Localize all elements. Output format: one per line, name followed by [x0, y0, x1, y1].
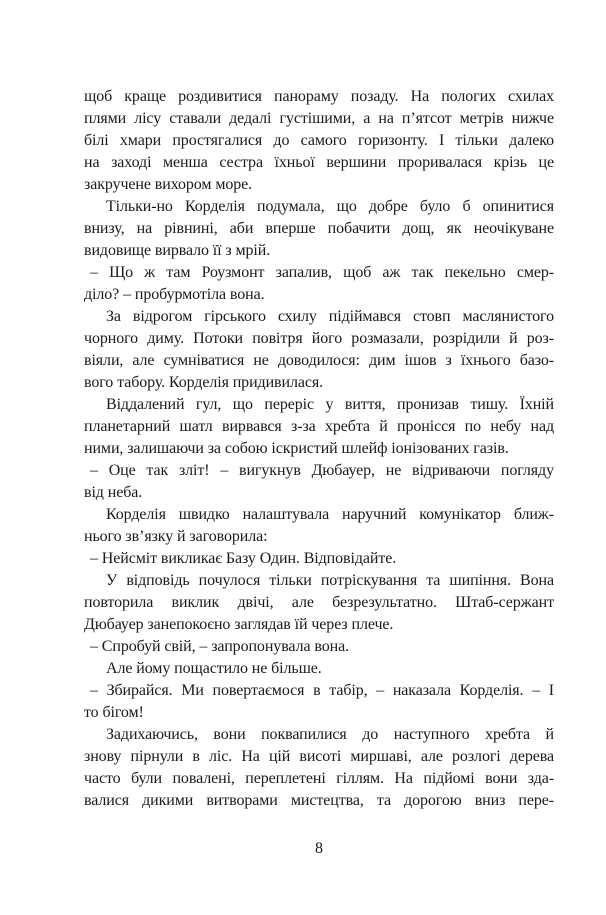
text-line: на заході менша сестра їхньої вершини проривалася крізь це [84, 154, 554, 171]
text-line: ними, залишаючи за собою іскристий шлейф іонізованих газів. [84, 440, 509, 457]
text-line: вого табору. Корделія придивилася. [84, 374, 324, 391]
text-line: – Збирайся. Ми повертаємося в табір, – наказала Корделія. – І [90, 682, 554, 699]
text-line: щоб краще роздивитися панораму позаду. На пологих схилах [84, 88, 554, 105]
text-line: видовище вирвало її з мрій. [84, 242, 271, 259]
text-line: внизу, на рівнині, аби вперше побачити дощ, як неочікуване [84, 220, 554, 237]
text-line: За відрогом гірського схилу підіймався стовп маслянистого [106, 308, 554, 325]
text-line: Задихаючись, вони поквапилися до наступного хребта й [106, 726, 554, 743]
text-line: – Що ж там Роузмонт запалив, щоб аж так пекельно смер- [90, 264, 554, 281]
body-text [84, 86, 554, 812]
text-line: У відповідь почулося тільки потріскування та шипіння. Вона [106, 572, 554, 589]
text-line: Дюбауер занепокоєно заглядав їй через плече. [84, 616, 394, 633]
text-line: – Нейсміт викликає Базу Один. Відповідайте. [90, 550, 397, 567]
text-line: закручене вихором море. [84, 176, 253, 193]
text-line: знову пірнули в ліс. На цій висоті миршаві, але розлогі дерева [84, 748, 554, 765]
text-line: Віддалений гул, що переріс у виття, пронизав тишу. Їхній [106, 396, 554, 413]
text-line: Тільки-но Корделія подумала, що добре було б опинитися [106, 198, 554, 215]
text-line: білі хмари простягалися до самого горизонту. І тільки далеко [84, 132, 554, 149]
text-line: нього зв’язку й заговорила: [84, 528, 268, 545]
text-line: часто були повалені, переплетені гіллям. На підйомі вони зда- [84, 770, 554, 787]
text-line: – Спробуй свій, – запропонувала вона. [90, 638, 349, 655]
text-line: плями лісу ставали дедалі густішими, а на п’ятсот метрів нижче [84, 110, 554, 127]
text-line: віяли, але сумніватися не доводилося: дим ішов з їхнього базо- [84, 352, 554, 369]
text-line: валися дикими витворами мистецтва, та дорогою вниз пере- [84, 792, 554, 809]
text-line: Корделія швидко налаштувала наручний комунікатор ближ- [106, 506, 554, 523]
text-line: діло? – пробурмотіла вона. [84, 286, 265, 303]
text-line: то бігом! [84, 704, 144, 721]
page-number: 8 [315, 840, 323, 857]
text-line: від неба. [84, 484, 143, 501]
text-line: чорного диму. Потоки повітря його розмазали, розрідили й роз- [84, 330, 554, 347]
text-line: повторила виклик двічі, але безрезультатно. Штаб-сержант [84, 594, 554, 611]
text-line: планетарний шатл вирвався з-за хребта й пронісся по небу над [84, 418, 554, 435]
text-line: – Оце так зліт! – вигукнув Дюбауер, не відриваючи погляду [90, 462, 554, 479]
text-line: Але йому пощастило не більше. [106, 660, 322, 677]
